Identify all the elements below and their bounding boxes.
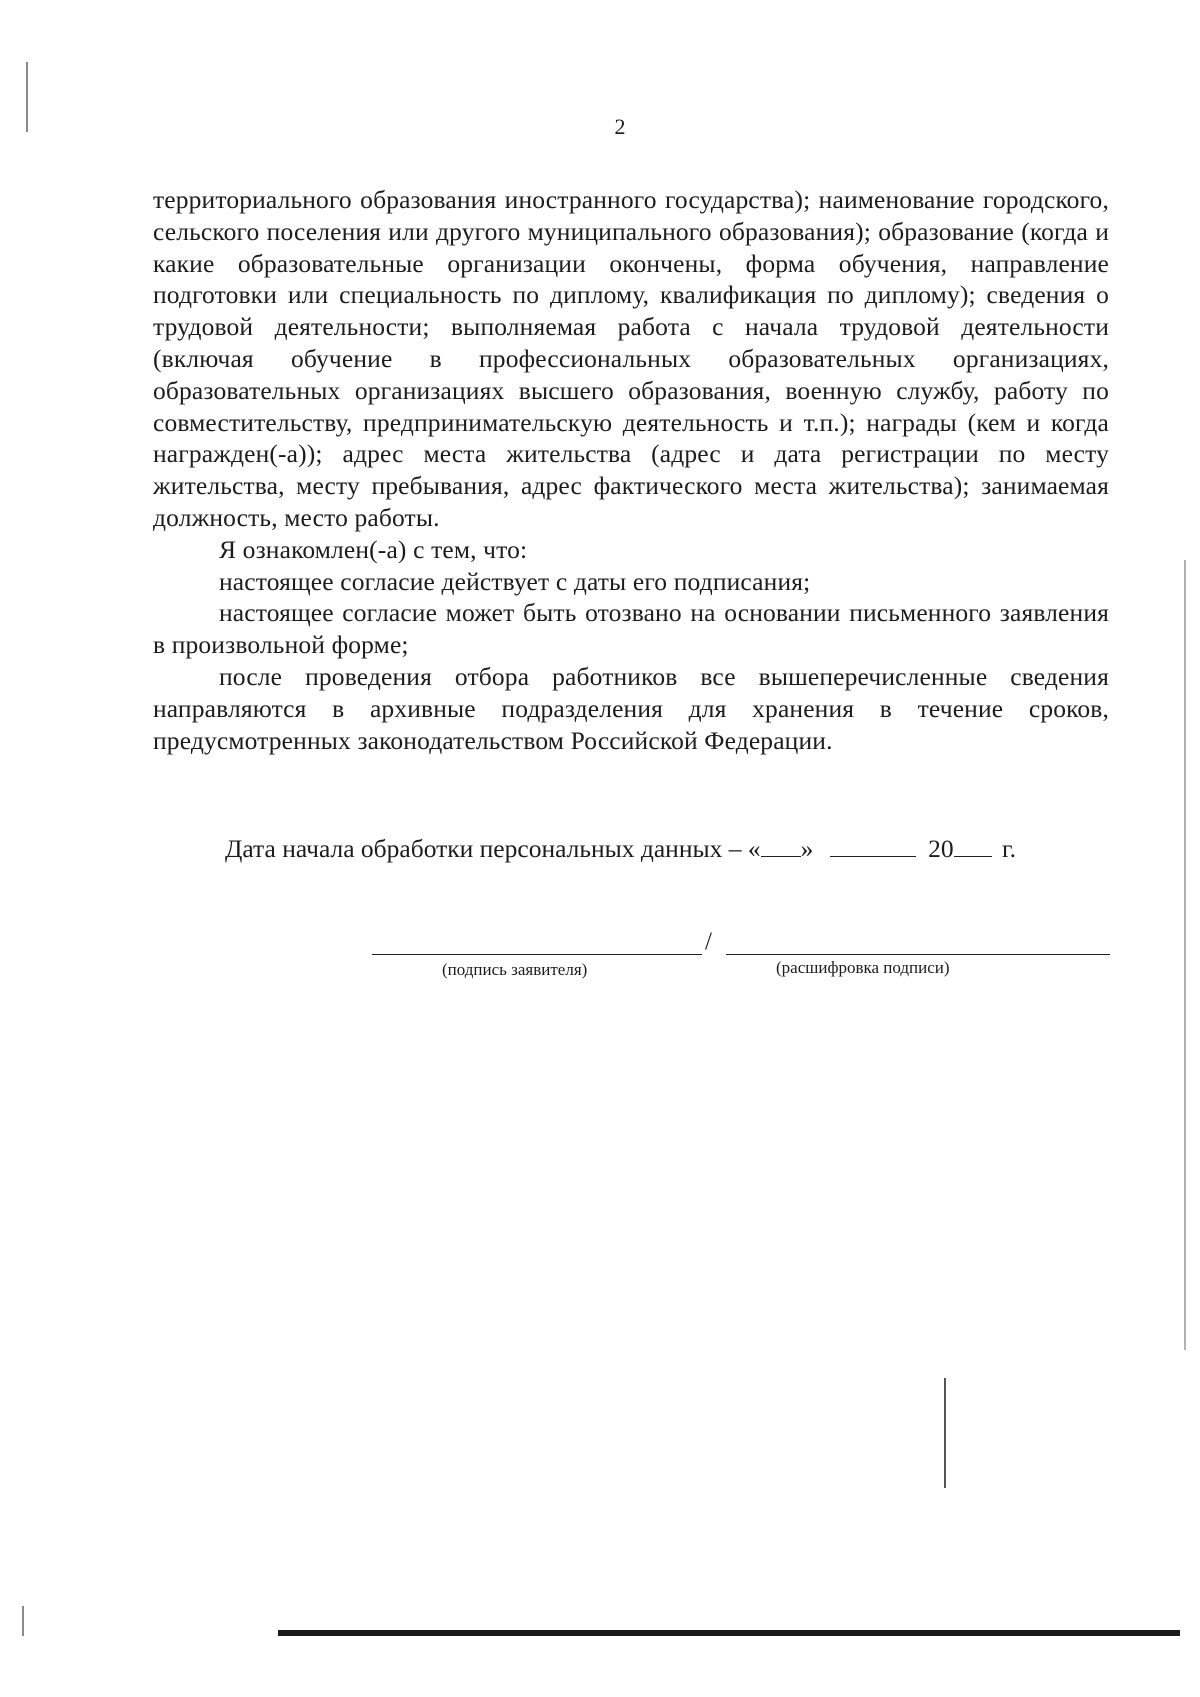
signature-caption: (подпись заявителя) bbox=[442, 960, 588, 979]
paragraph-validity: настоящее согласие действует с даты его подписания; bbox=[219, 566, 811, 596]
date-label: Дата начала обработки персональных данных – « bbox=[225, 834, 761, 863]
signature-blank-field[interactable] bbox=[372, 954, 702, 955]
signature-transcript-caption: (расшифровка подписи) bbox=[776, 958, 950, 977]
signature-separator: / bbox=[705, 928, 712, 955]
paragraph-revocation: настоящее согласие может быть отозвано на основании письменного заявления в произвольной форме; bbox=[153, 598, 1109, 660]
scan-bottom-rule bbox=[278, 1630, 1180, 1636]
paragraph-acknowledgement: Я ознакомлен(-а) с тем, что: bbox=[219, 534, 528, 564]
paragraph-personal-data-list: территориального образования иностранного государства); наименование городского, сельского поселения или другого муниципального образования); образование (когда и какие образовательные организации окончены, форма обучения, направление подготовки или специальность по диплому, квалификация по диплому); сведения о трудовой деятельности; выполняемая работа с начала трудовой деятельности (включая обучение в профессиональных образовательных организациях, образовательных организациях высшего образования, военную службу, работу по совместительству, предпринимательскую деятельность и т.п.); награды (кем и когда награжден(-а)); адрес места жительства (адрес и дата регистрации по месту жительства, месту пребывания, адрес фактического места жительства); занимаемая должность, место работы. bbox=[153, 185, 1109, 532]
year-suffix: г. bbox=[1002, 834, 1016, 863]
scan-edge-mark bbox=[944, 1378, 946, 1488]
processing-start-date-line bbox=[225, 832, 1016, 865]
paragraph-archiving: после проведения отбора работников все вышеперечисленные сведения направляются в архивные подразделения для хранения в течение сроков, предусмотренных законодательством Российской Федерации. bbox=[153, 661, 1109, 755]
day-blank-field[interactable] bbox=[761, 832, 801, 857]
year-prefix: 20 bbox=[928, 834, 954, 863]
page-number: 2 bbox=[614, 114, 626, 139]
body-text bbox=[153, 184, 1109, 756]
month-blank-field[interactable] bbox=[830, 832, 916, 857]
scan-edge-mark bbox=[1184, 560, 1186, 1350]
signature-transcript-blank-field[interactable] bbox=[726, 954, 1110, 955]
scan-edge-mark bbox=[26, 62, 28, 132]
scan-edge-mark bbox=[22, 1606, 24, 1636]
date-close-quote: » bbox=[800, 834, 814, 863]
year-blank-field[interactable] bbox=[954, 832, 992, 857]
